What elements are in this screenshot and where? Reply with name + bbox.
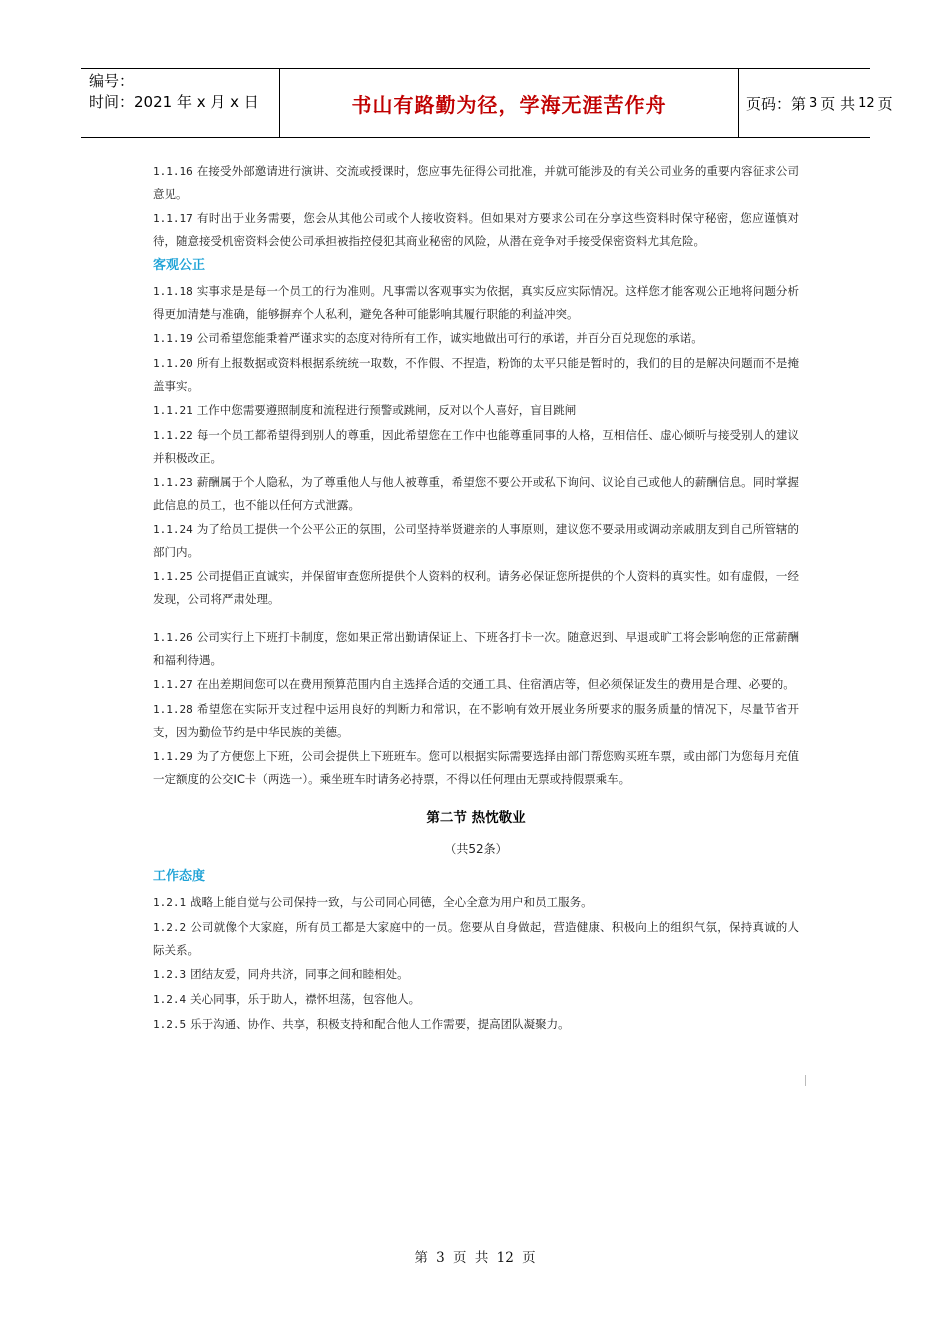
document-body xyxy=(153,160,799,1038)
clause-text: 关心同事，乐于助人，襟怀坦荡，包容他人。 xyxy=(190,992,421,1006)
page-total: 12 xyxy=(858,95,875,111)
clause-number: 1.1.18 xyxy=(153,285,193,298)
clause-paragraph xyxy=(153,207,799,252)
clause-number: 1.2.2 xyxy=(153,921,187,934)
clause-text: 每一个员工都希望得到别人的尊重，因此希望您在工作中也能尊重同事的人格，互相信任、虚心倾听与接受别人的建议并积极改正。 xyxy=(153,428,799,465)
clause-paragraph xyxy=(153,471,799,516)
clause-text: 所有上报数据或资料根据系统统一取数，不作假、不捏造，粉饰的太平只能是暂时的，我们的目的是解决问题而不是掩盖事实。 xyxy=(153,356,799,393)
clause-number: 1.2.5 xyxy=(153,1018,187,1031)
clause-text: 工作中您需要遵照制度和流程进行预警或跳闸，反对以个人喜好，盲目跳闸 xyxy=(196,403,577,417)
page-prefix: 页码：第 xyxy=(746,94,807,113)
header-page-indicator xyxy=(738,69,893,137)
clause-paragraph xyxy=(153,891,799,914)
subsection-heading: 工作态度 xyxy=(153,869,206,884)
clause-text: 为了给员工提供一个公平公正的氛围，公司坚持举贤避亲的人事原则，建议您不要录用或调动亲戚朋友到自己所管辖的部门内。 xyxy=(153,522,799,559)
margin-mark xyxy=(805,1075,806,1086)
clause-number: 1.1.21 xyxy=(153,404,193,417)
clause-number: 1.1.17 xyxy=(153,212,193,225)
clause-number: 1.2.1 xyxy=(153,896,187,909)
clause-number: 1.1.24 xyxy=(153,523,193,536)
clause-text: 在出差期间您可以在费用预算范围内自主选择合适的交通工具、住宿酒店等，但必须保证发生的费用是合理、必要的。 xyxy=(196,677,795,691)
clause-number: 1.1.20 xyxy=(153,357,193,370)
clause-paragraph xyxy=(153,518,799,563)
clause-paragraph xyxy=(153,160,799,205)
clause-paragraph xyxy=(153,673,799,696)
subsection-heading: 客观公正 xyxy=(153,258,206,273)
clause-number: 1.1.28 xyxy=(153,703,193,716)
clause-number: 1.1.26 xyxy=(153,631,193,644)
paragraph-gap xyxy=(153,612,799,626)
clause-paragraph xyxy=(153,399,799,422)
clause-paragraph xyxy=(153,565,799,610)
clause-paragraph xyxy=(153,698,799,743)
clause-number: 1.1.27 xyxy=(153,678,193,691)
clause-text: 公司就像个大家庭，所有员工都是大家庭中的一员。您要从自身做起，营造健康、积极向上的组织气氛，保持真诚的人际关系。 xyxy=(153,920,799,957)
clause-paragraph xyxy=(153,988,799,1011)
clause-text: 薪酬属于个人隐私，为了尊重他人与他人被尊重，希望您不要公开或私下询问、议论自己或他人的薪酬信息。同时掌握此信息的员工，也不能以任何方式泄露。 xyxy=(153,475,799,512)
page-middle: 页 共 xyxy=(820,94,856,113)
clause-number: 1.1.23 xyxy=(153,476,193,489)
clause-text: 希望您在实际开支过程中运用良好的判断力和常识，在不影响有效开展业务所要求的服务质量的情况下，尽量节省开支，因为勤俭节约是中华民族的美德。 xyxy=(153,702,799,739)
clause-text: 为了方便您上下班，公司会提供上下班班车。您可以根据实际需要选择由部门帮您购买班车票，或由部门为您每月充值一定额度的公交IC卡（两选一）。乘坐班车时请务必持票，不得以任何理由无票或持假票乘车。 xyxy=(153,749,799,786)
clause-number: 1.2.4 xyxy=(153,993,187,1006)
clause-paragraph xyxy=(153,352,799,397)
clause-paragraph xyxy=(153,916,799,961)
clause-number: 1.1.16 xyxy=(153,165,193,178)
clause-text: 实事求是是每一个员工的行为准则。凡事需以客观事实为依据，真实反应实际情况。这样您才能客观公正地将问题分析得更加清楚与准确，能够摒弃个人私利，避免各种可能影响其履行职能的利益冲突。 xyxy=(153,284,799,321)
clause-number: 1.1.22 xyxy=(153,429,193,442)
section-title: 第二节 热忱敬业 xyxy=(426,810,526,826)
clause-text: 团结友爱，同舟共济，同事之间和睦相处。 xyxy=(190,967,409,981)
header-motto-cell xyxy=(279,69,739,137)
page-suffix: 页 xyxy=(877,94,893,113)
clause-paragraph xyxy=(153,745,799,790)
page-current: 3 xyxy=(809,95,818,111)
clause-paragraph xyxy=(153,327,799,350)
clause-paragraph xyxy=(153,626,799,671)
clause-paragraph xyxy=(153,424,799,469)
clause-number: 1.2.3 xyxy=(153,968,187,981)
clause-text: 公司提倡正直诚实，并保留审查您所提供个人资料的权利。请务必保证您所提供的个人资料的真实性。如有虚假，一经发现，公司将严肃处理。 xyxy=(153,569,799,606)
section-count: （共52条） xyxy=(444,842,508,856)
clause-paragraph xyxy=(153,280,799,325)
clause-paragraph xyxy=(153,1013,799,1036)
clause-text: 战略上能自觉与公司保持一致，与公司同心同德，全心全意为用户和员工服务。 xyxy=(190,895,593,909)
clause-text: 在接受外部邀请进行演讲、交流或授课时，您应事先征得公司批准，并就可能涉及的有关公司业务的重要内容征求公司意见。 xyxy=(153,164,799,201)
clause-text: 公司实行上下班打卡制度，您如果正常出勤请保证上、下班各打卡一次。随意迟到、早退或旷工将会影响您的正常薪酬和福利待遇。 xyxy=(153,630,799,667)
clause-text: 公司希望您能秉着严谨求实的态度对待所有工作，诚实地做出可行的承诺，并百分百兑现您的承诺。 xyxy=(196,331,703,345)
document-number-label: 编号： xyxy=(89,72,135,90)
clause-number: 1.1.29 xyxy=(153,750,193,763)
clause-text: 有时出于业务需要，您会从其他公司或个人接收资料。但如果对方要求公司在分享这些资料时保守秘密，您应谨慎对待，随意接受机密资料会使公司承担被指控侵犯其商业秘密的风险，从潜在竞争对手接受保密资料尤其危险。 xyxy=(153,211,799,248)
clause-number: 1.1.19 xyxy=(153,332,193,345)
document-date: 时间：2021 年 x 月 x 日 xyxy=(89,93,259,111)
page-header xyxy=(81,68,893,138)
clause-paragraph xyxy=(153,963,799,986)
clause-number: 1.1.25 xyxy=(153,570,193,583)
header-motto: 书山有路勤为径，学海无涯苦作舟 xyxy=(351,92,667,117)
header-meta xyxy=(89,71,279,113)
clause-text: 乐于沟通、协作、共享，积极支持和配合他人工作需要，提高团队凝聚力。 xyxy=(190,1017,570,1031)
page-footer: 第 3 页 共 12 页 xyxy=(414,1250,536,1266)
